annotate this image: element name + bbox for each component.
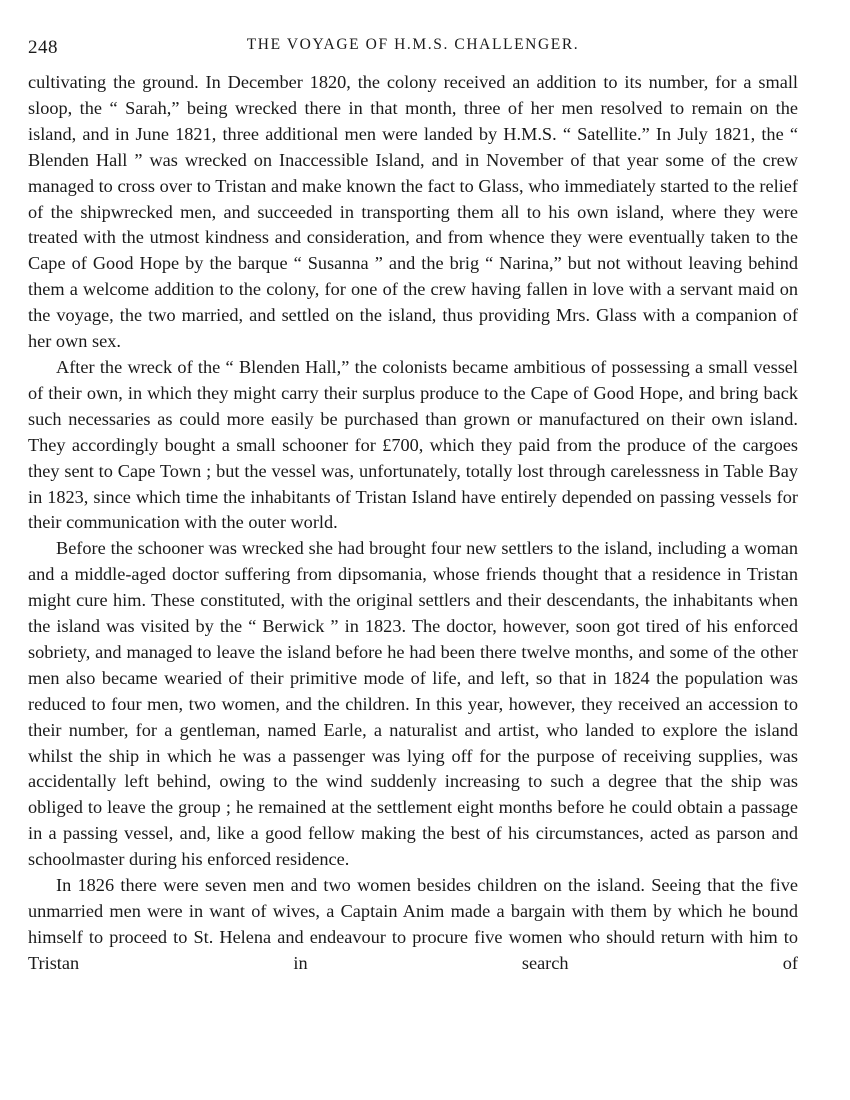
- paragraph-3: Before the schooner was wrecked she had brought four new settlers to the island, including a woman and a middle-aged doctor suffering from dipsomania, whose friends thought that a residence in Tristan might cure him. These constituted, with the original settlers and their descendants, the inhabitants when the island was visited by the “ Berwick ” in 1823. The doctor, however, soon got tired of his enforced sobriety, and managed to leave the island before he had been there twelve months, and some of the other men also became wearied of their primitive mode of life, and left, so that in 1824 the population was reduced to four men, two women, and the children. In this year, however, they received an accession to their number, for a gentleman, named Earle, a naturalist and artist, who landed to explore the island whilst the ship in which he was a passenger was lying off for the purpose of receiving supplies, was accidentally left behind, owing to the wind suddenly increasing to such a degree that the ship was obliged to leave the group ; he remained at the settlement eight months before he could obtain a passage in a passing vessel, and, like a good fellow making the best of his circumstances, acted as parson and schoolmaster during his enforced residence.: [28, 538, 798, 870]
- body-text: [28, 70, 798, 977]
- paragraph-1: cultivating the ground. In December 1820, the colony received an addition to its number, for a small sloop, the “ Sarah,” being wrecked there in that month, three of her men resolved to remain on the island, and in June 1821, three additional men were landed by H.M.S. “ Satellite.” In July 1821, the “ Blenden Hall ” was wrecked on Inaccessible Island, and in November of that year some of the crew managed to cross over to Tristan and make known the fact to Glass, who immediately started to the relief of the shipwrecked men, and succeeded in transporting them all to his own island, where they were treated with the utmost kindness and consideration, and from whence they were eventually taken to the Cape of Good Hope by the barque “ Susanna ” and the brig “ Narina,” but not without leaving behind them a welcome addition to the colony, for one of the crew having fallen in love with a servant maid on the voyage, the two married, and settled on the island, thus providing Mrs. Glass with a companion of her own sex.: [28, 72, 798, 352]
- paragraph-4: In 1826 there were seven men and two women besides children on the island. Seeing that the five unmarried men were in want of wives, a Captain Anim made a bargain with them by which he bound himself to proceed to St. Helena and endeavour to procure five women who should return with him to Tristan in search of: [28, 875, 798, 973]
- running-title: THE VOYAGE OF H.M.S. CHALLENGER.: [246, 36, 580, 53]
- page-number: 248: [28, 37, 58, 58]
- paragraph-2: After the wreck of the “ Blenden Hall,” the colonists became ambitious of possessing a small vessel of their own, in which they might carry their surplus produce to the Cape of Good Hope, and bring back such necessaries as could more easily be purchased than grown or manufactured on their own island. They accordingly bought a small schooner for £700, which they paid from the produce of the cargoes they sent to Cape Town ; but the vessel was, unfortunately, totally lost through carelessness in Table Bay in 1823, since which time the inhabitants of Tristan Island have entirely depended on passing vessels for their communication with the outer world.: [28, 356, 798, 533]
- running-head: [28, 34, 798, 58]
